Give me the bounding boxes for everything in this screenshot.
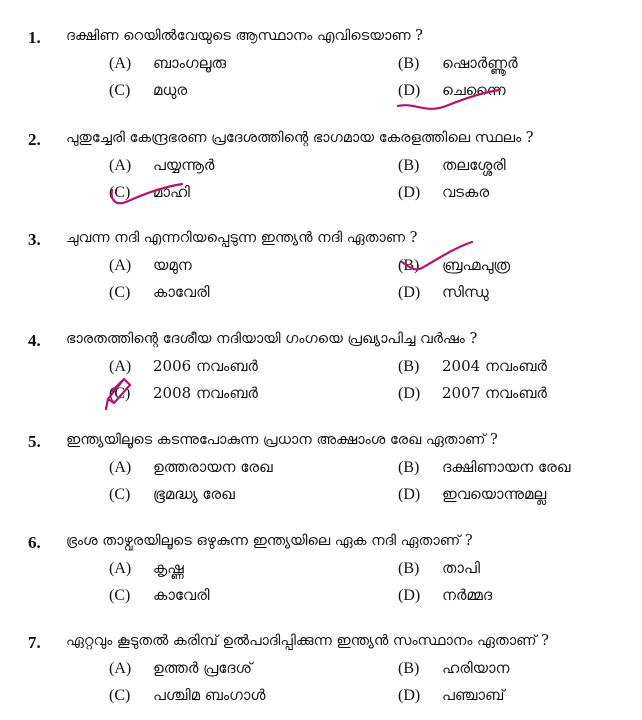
option-text: 2008 നവംബർ: [153, 384, 258, 402]
option-letter: (C): [109, 82, 131, 99]
option-text: ഭൂമദ്ധ്യ രേഖ: [153, 485, 235, 503]
option-text: യമുന: [153, 256, 192, 274]
option-letter: (A): [109, 257, 132, 274]
option-d[interactable]: [398, 183, 489, 202]
option-text: മാഹി: [153, 183, 190, 201]
option-letter: (A): [109, 660, 132, 677]
option-d[interactable]: [398, 586, 492, 605]
option-letter: (A): [109, 358, 132, 375]
question-number: 1.: [28, 28, 41, 47]
option-a[interactable]: [109, 256, 192, 275]
option-d[interactable]: [398, 384, 547, 403]
option-d[interactable]: [398, 283, 489, 302]
option-letter: (C): [109, 385, 131, 402]
option-a[interactable]: [109, 156, 214, 175]
option-b[interactable]: [398, 458, 570, 477]
option-text: താപി: [442, 559, 480, 577]
option-d[interactable]: [398, 686, 504, 705]
option-letter: (A): [109, 55, 132, 72]
option-a[interactable]: [109, 357, 258, 376]
question-text: പുതുച്ചേരി കേന്ദ്രഭരണ പ്രദേശത്തിന്റെ ഭാഗമായ കേരളത്തിലെ സ്ഥലം ?: [66, 130, 534, 146]
option-text: 2006 നവംബർ: [153, 357, 258, 375]
option-letter: (B): [398, 358, 420, 375]
question-number: 7.: [28, 633, 41, 652]
option-c[interactable]: [109, 686, 265, 705]
option-a[interactable]: [109, 54, 226, 73]
option-text: ചെന്നൈ: [442, 81, 506, 99]
option-letter: (B): [398, 55, 420, 72]
question-number: 3.: [28, 230, 41, 249]
option-d[interactable]: [398, 485, 546, 504]
option-letter: (A): [109, 157, 132, 174]
option-letter: (D): [398, 184, 421, 201]
option-a[interactable]: [109, 659, 252, 678]
option-letter: (D): [398, 284, 421, 301]
option-c[interactable]: [109, 283, 210, 302]
option-text: കാവേരി: [153, 283, 210, 301]
option-text: മധുര: [153, 81, 188, 99]
question-text: ദക്ഷിണ റെയിൽവേയുടെ ആസ്ഥാനം എവിടെയാണ ?: [66, 28, 423, 44]
question-number: 5.: [28, 432, 41, 451]
option-c[interactable]: [109, 586, 210, 605]
option-letter: (B): [398, 660, 420, 677]
option-text: പഞ്ചാബ്: [442, 686, 505, 704]
option-b[interactable]: [398, 659, 509, 678]
option-text: 2007 നവംബർ: [442, 384, 547, 402]
option-text: ഉത്തർ പ്രദേശ്: [153, 659, 253, 677]
option-text: ബ്രഹ്മപുത്ര: [442, 256, 511, 274]
option-letter: (A): [109, 459, 132, 476]
option-letter: (D): [398, 587, 421, 604]
option-letter: (C): [109, 284, 131, 301]
option-text: ഹരിയാന: [442, 659, 510, 677]
option-text: തലശ്ശേരി: [442, 156, 506, 174]
option-c[interactable]: [109, 81, 187, 100]
option-text: ദക്ഷിണായന രേഖ: [442, 458, 571, 476]
option-letter: (D): [398, 385, 421, 402]
option-b[interactable]: [398, 156, 506, 175]
option-letter: (B): [398, 257, 420, 274]
option-letter: (B): [398, 560, 420, 577]
option-text: പശ്ചിമ ബംഗാൾ: [153, 686, 266, 704]
option-c[interactable]: [109, 183, 190, 202]
option-b[interactable]: [398, 357, 547, 376]
option-letter: (B): [398, 459, 420, 476]
question-text: ചുവന്ന നദി എന്നറിയപ്പെടുന്ന ഇന്ത്യൻ നദി ഏതാണ ?: [66, 230, 418, 246]
question-text: ഏറ്റവും കൂടുതൽ കരിമ്പ് ഉൽപാദിപ്പിക്കുന്ന ഇന്ത്യൻ സംസ്ഥാനം ഏതാണ് ?: [66, 633, 549, 649]
option-text: കൃഷ്ണ: [153, 559, 184, 577]
option-letter: (C): [109, 184, 131, 201]
option-text: ബാംഗലൂരു: [153, 54, 227, 72]
option-text: പയ്യന്നൂർ: [153, 156, 215, 174]
option-c[interactable]: [109, 384, 258, 403]
option-c[interactable]: [109, 485, 235, 504]
option-text: നർമ്മദ: [442, 586, 493, 604]
option-b[interactable]: [398, 54, 518, 73]
option-text: ഷൊർണ്ണൂർ: [442, 54, 518, 72]
option-b[interactable]: [398, 256, 510, 275]
option-text: 2004 നവംബർ: [442, 357, 547, 375]
option-letter: (C): [109, 587, 131, 604]
option-text: കാവേരി: [153, 586, 210, 604]
option-letter: (A): [109, 560, 132, 577]
option-letter: (D): [398, 82, 421, 99]
option-text: ഇവയൊന്നുമല്ല: [442, 485, 547, 503]
option-text: സിന്ധു: [442, 283, 489, 301]
option-letter: (C): [109, 486, 131, 503]
question-text: ഇന്ത്യയിലൂടെ കടന്നുപോകുന്ന പ്രധാന അക്ഷാംശ രേഖ ഏതാണ് ?: [66, 432, 498, 448]
option-letter: (C): [109, 687, 131, 704]
option-a[interactable]: [109, 559, 184, 578]
question-number: 6.: [28, 533, 41, 552]
option-b[interactable]: [398, 559, 480, 578]
question-text: ഭാരതത്തിന്റെ ദേശീയ നദിയായി ഗംഗയെ പ്രഖ്യാപിച്ച വർഷം ?: [66, 331, 478, 347]
question-text: ഭ്രംശ താഴ്വരയിലൂടെ ഒഴുകുന്ന ഇന്ത്യയിലെ ഏക നദി ഏതാണ് ?: [66, 533, 473, 549]
option-letter: (D): [398, 687, 421, 704]
option-letter: (D): [398, 486, 421, 503]
option-a[interactable]: [109, 458, 273, 477]
option-letter: (B): [398, 157, 420, 174]
question-number: 2.: [28, 130, 41, 149]
question-number: 4.: [28, 331, 41, 350]
option-text: വടകര: [442, 183, 490, 201]
option-text: ഉത്തരായന രേഖ: [153, 458, 273, 476]
option-d[interactable]: [398, 81, 506, 100]
